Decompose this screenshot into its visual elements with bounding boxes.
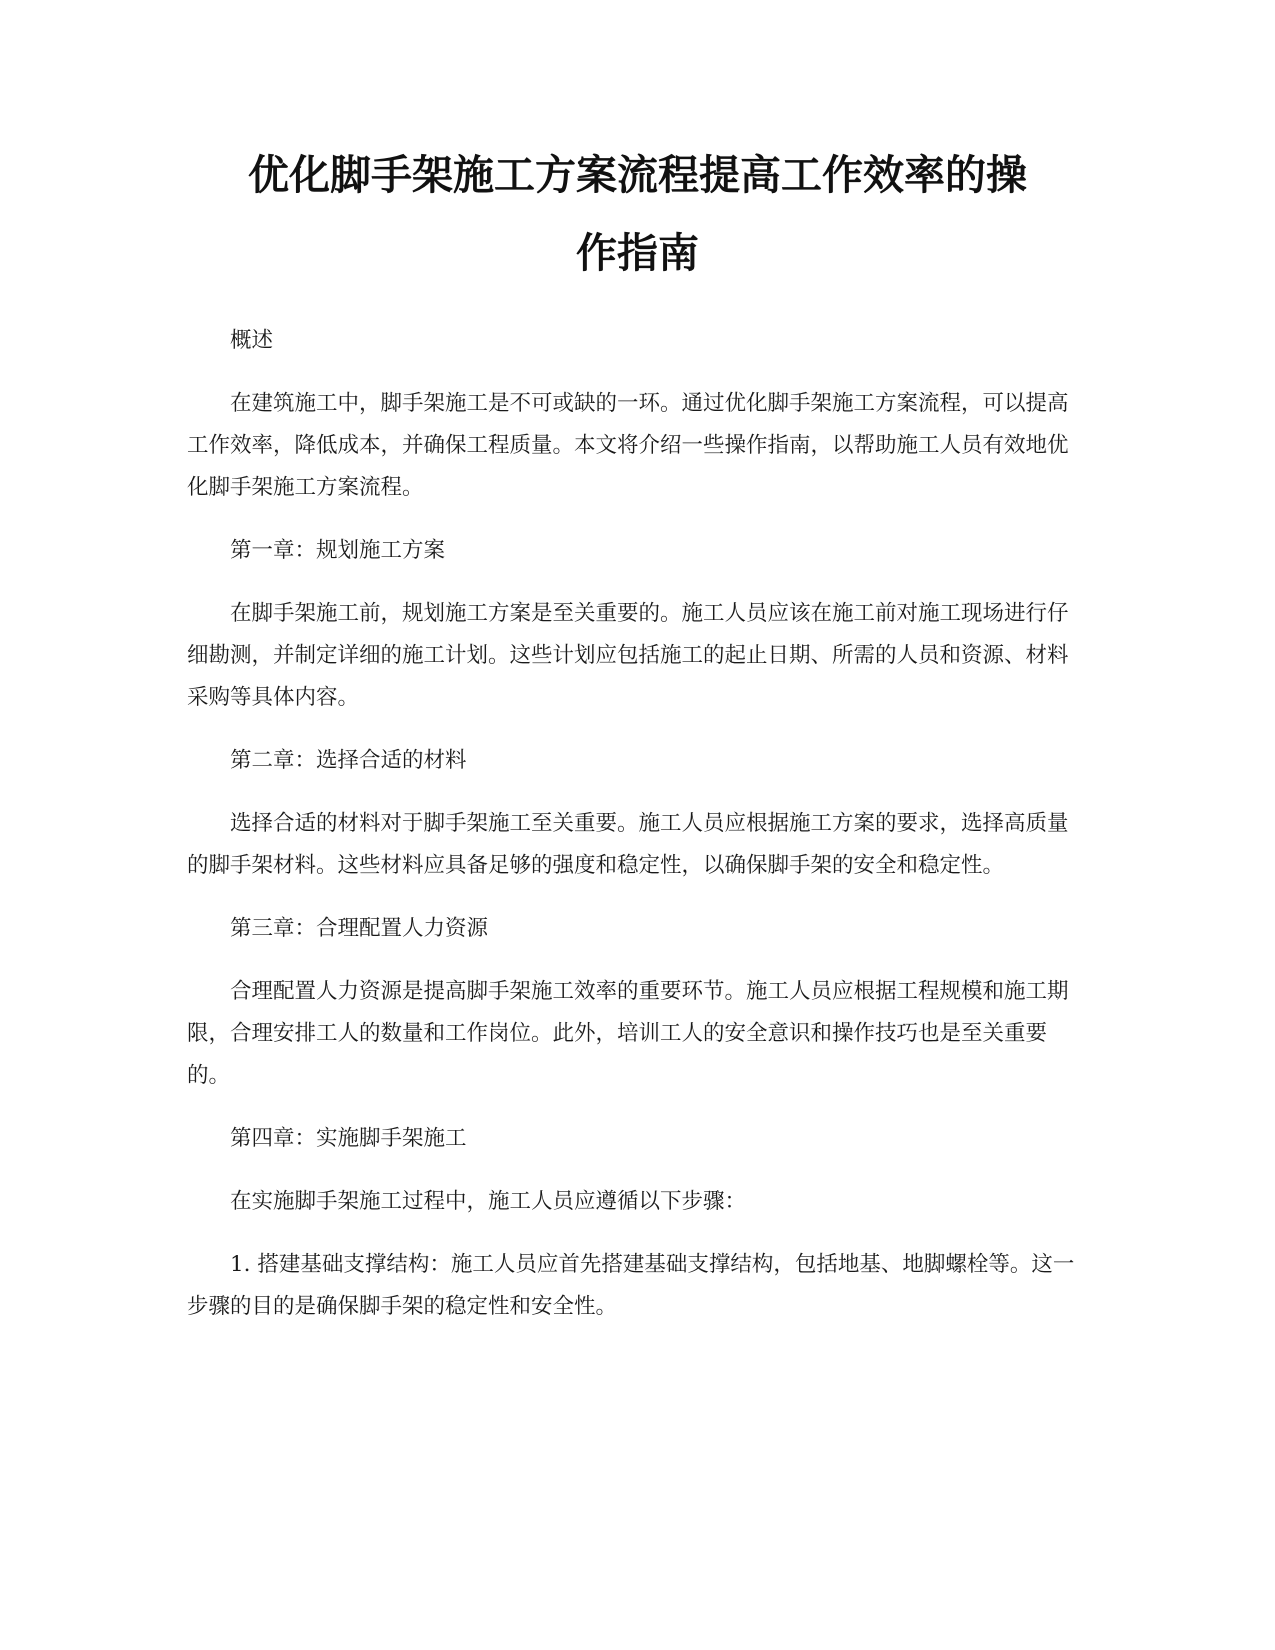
section-heading-chapter-2: 第二章：选择合适的材料: [230, 748, 467, 773]
document-body: [187, 320, 1087, 1349]
numbered-step-1: 1. 搭建基础支撑结构：施工人员应首先搭建基础支撑结构，包括地基、地脚螺栓等。这一步骤的目的是确保脚手架的稳定性和安全性。: [187, 1252, 1075, 1319]
section-heading-overview: 概述: [230, 328, 274, 353]
paragraph-chapter-3: 合理配置人力资源是提高脚手架施工效率的重要环节。施工人员应根据工程规模和施工期限，合理安排工人的数量和工作岗位。此外，培训工人的安全意识和操作技巧也是至关重要的。: [187, 979, 1069, 1088]
section-heading-chapter-3: 第三章：合理配置人力资源: [230, 916, 489, 941]
paragraph-chapter-2: 选择合适的材料对于脚手架施工至关重要。施工人员应根据施工方案的要求，选择高质量的脚手架材料。这些材料应具备足够的强度和稳定性，以确保脚手架的安全和稳定性。: [187, 811, 1069, 878]
paragraph-intro: 在建筑施工中，脚手架施工是不可或缺的一环。通过优化脚手架施工方案流程，可以提高工作效率，降低成本，并确保工程质量。本文将介绍一些操作指南，以帮助施工人员有效地优化脚手架施工方案流程。: [187, 391, 1069, 500]
paragraph-chapter-1: 在脚手架施工前，规划施工方案是至关重要的。施工人员应该在施工前对施工现场进行仔细勘测，并制定详细的施工计划。这些计划应包括施工的起止日期、所需的人员和资源、材料采购等具体内容。: [187, 601, 1069, 710]
title-line-1: 优化脚手架施工方案流程提高工作效率的操: [248, 151, 1027, 199]
title-line-2: 作指南: [576, 229, 699, 277]
document-title: [185, 136, 1090, 292]
section-heading-chapter-4: 第四章：实施脚手架施工: [230, 1126, 467, 1151]
section-heading-chapter-1: 第一章：规划施工方案: [230, 538, 446, 563]
paragraph-chapter-4: 在实施脚手架施工过程中，施工人员应遵循以下步骤：: [230, 1189, 747, 1214]
